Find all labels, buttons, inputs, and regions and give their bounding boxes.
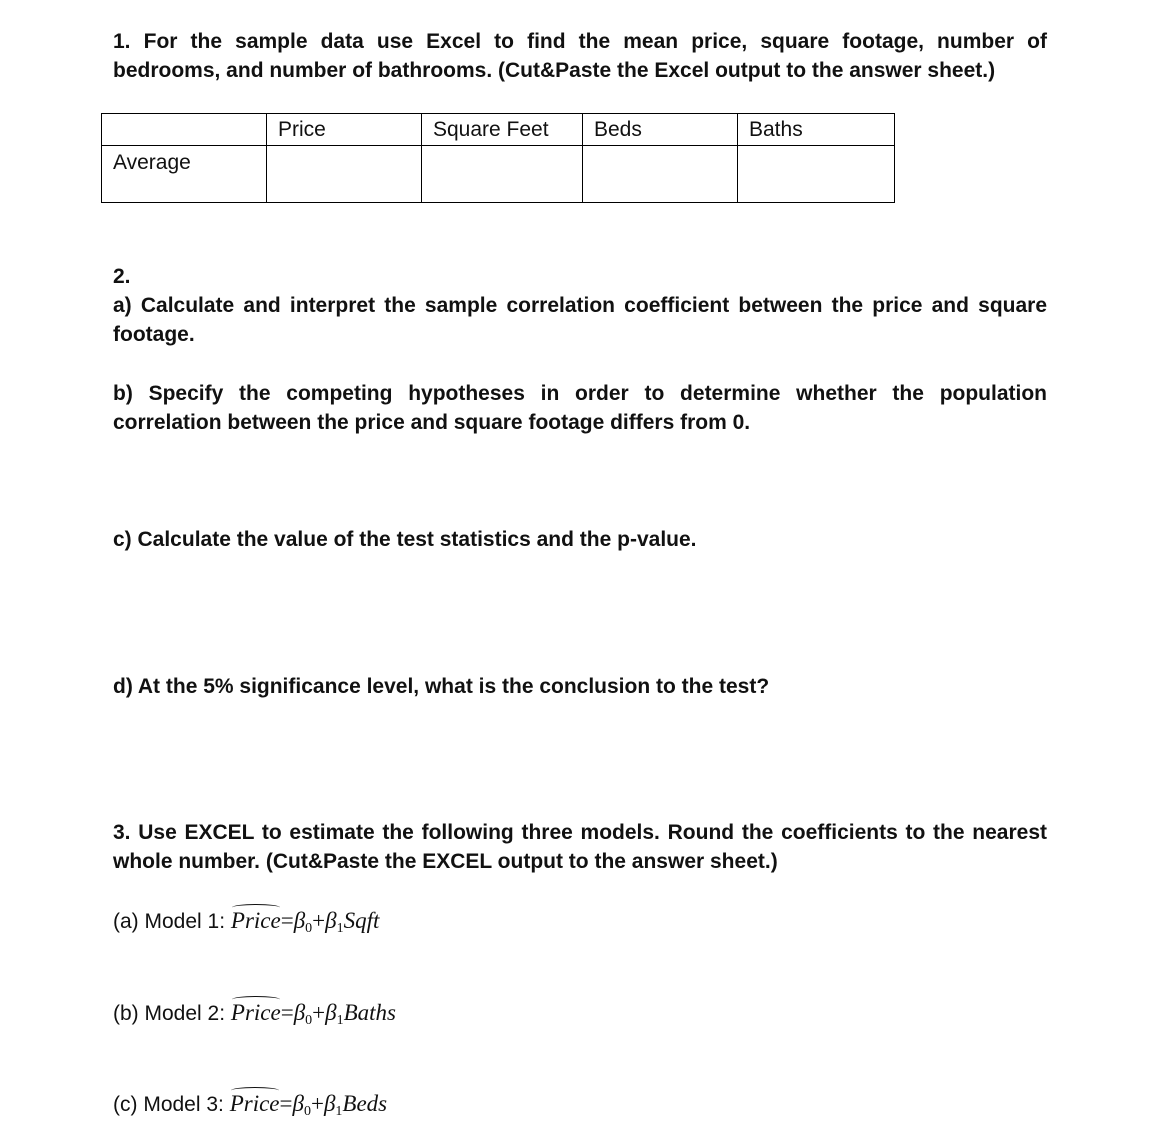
model-2-label: (b) Model 2:	[113, 1002, 231, 1025]
table-cell-beds[interactable]	[583, 146, 738, 203]
model-1-equation: $Price=\beta_0+\beta_1Sqft$	[230, 908, 380, 936]
table-row-label: Average	[102, 146, 267, 203]
model-3-price-hat: Price	[229, 1091, 280, 1116]
question-3-text: 3. Use EXCEL to estimate the following three models. Round the coefficients to the nearest whole number. (Cut&Paste the EXCEL output to the answer sheet.)	[113, 821, 1047, 873]
model-1-label: (a) Model 1:	[113, 910, 231, 933]
model-3-variable: Beds	[342, 1091, 388, 1116]
model-3-label: (c) Model 3:	[113, 1093, 230, 1116]
table-header-row	[102, 114, 895, 146]
model-3-equation: $Price=\beta_0+\beta_1Beds$	[229, 1091, 388, 1119]
table-cell-baths[interactable]	[738, 146, 895, 203]
model-2-equation: $Price=\beta_0+\beta_1Baths$	[230, 1000, 396, 1028]
model-1-variable: Sqft	[343, 908, 380, 933]
question-2a-text: a) Calculate and interpret the sample correlation coefficient between the price and square footage.	[113, 294, 1047, 346]
averages-table	[101, 113, 895, 203]
question-2c-text: c) Calculate the value of the test statistics and the p-value.	[113, 528, 697, 551]
model-1	[113, 906, 379, 943]
table-header-price: Price	[267, 114, 422, 146]
question-2b-text: b) Specify the competing hypotheses in order to determine whether the population correlation between the price and square footage differs from 0.	[113, 382, 1047, 434]
model-2-price-hat: Price	[230, 1000, 281, 1025]
model-2-variable: Baths	[343, 1000, 396, 1025]
table-header-beds: Beds	[583, 114, 738, 146]
table-header-baths: Baths	[738, 114, 895, 146]
table-header-empty	[102, 114, 267, 146]
table-header-square-feet: Square Feet	[422, 114, 583, 146]
model-1-price-hat: Price	[230, 908, 281, 933]
model-2	[113, 998, 396, 1035]
question-2-number: 2.	[113, 265, 131, 288]
question-2d-text: d) At the 5% significance level, what is the conclusion to the test?	[113, 675, 770, 698]
table-cell-square-feet[interactable]	[422, 146, 583, 203]
table-cell-price[interactable]	[267, 146, 422, 203]
table-row-average	[102, 146, 895, 203]
model-3	[113, 1089, 387, 1126]
question-1-text: 1. For the sample data use Excel to find the mean price, square footage, number of bedrooms, and number of bathrooms. (Cut&Paste the Excel output to the answer sheet.)	[113, 30, 1047, 82]
